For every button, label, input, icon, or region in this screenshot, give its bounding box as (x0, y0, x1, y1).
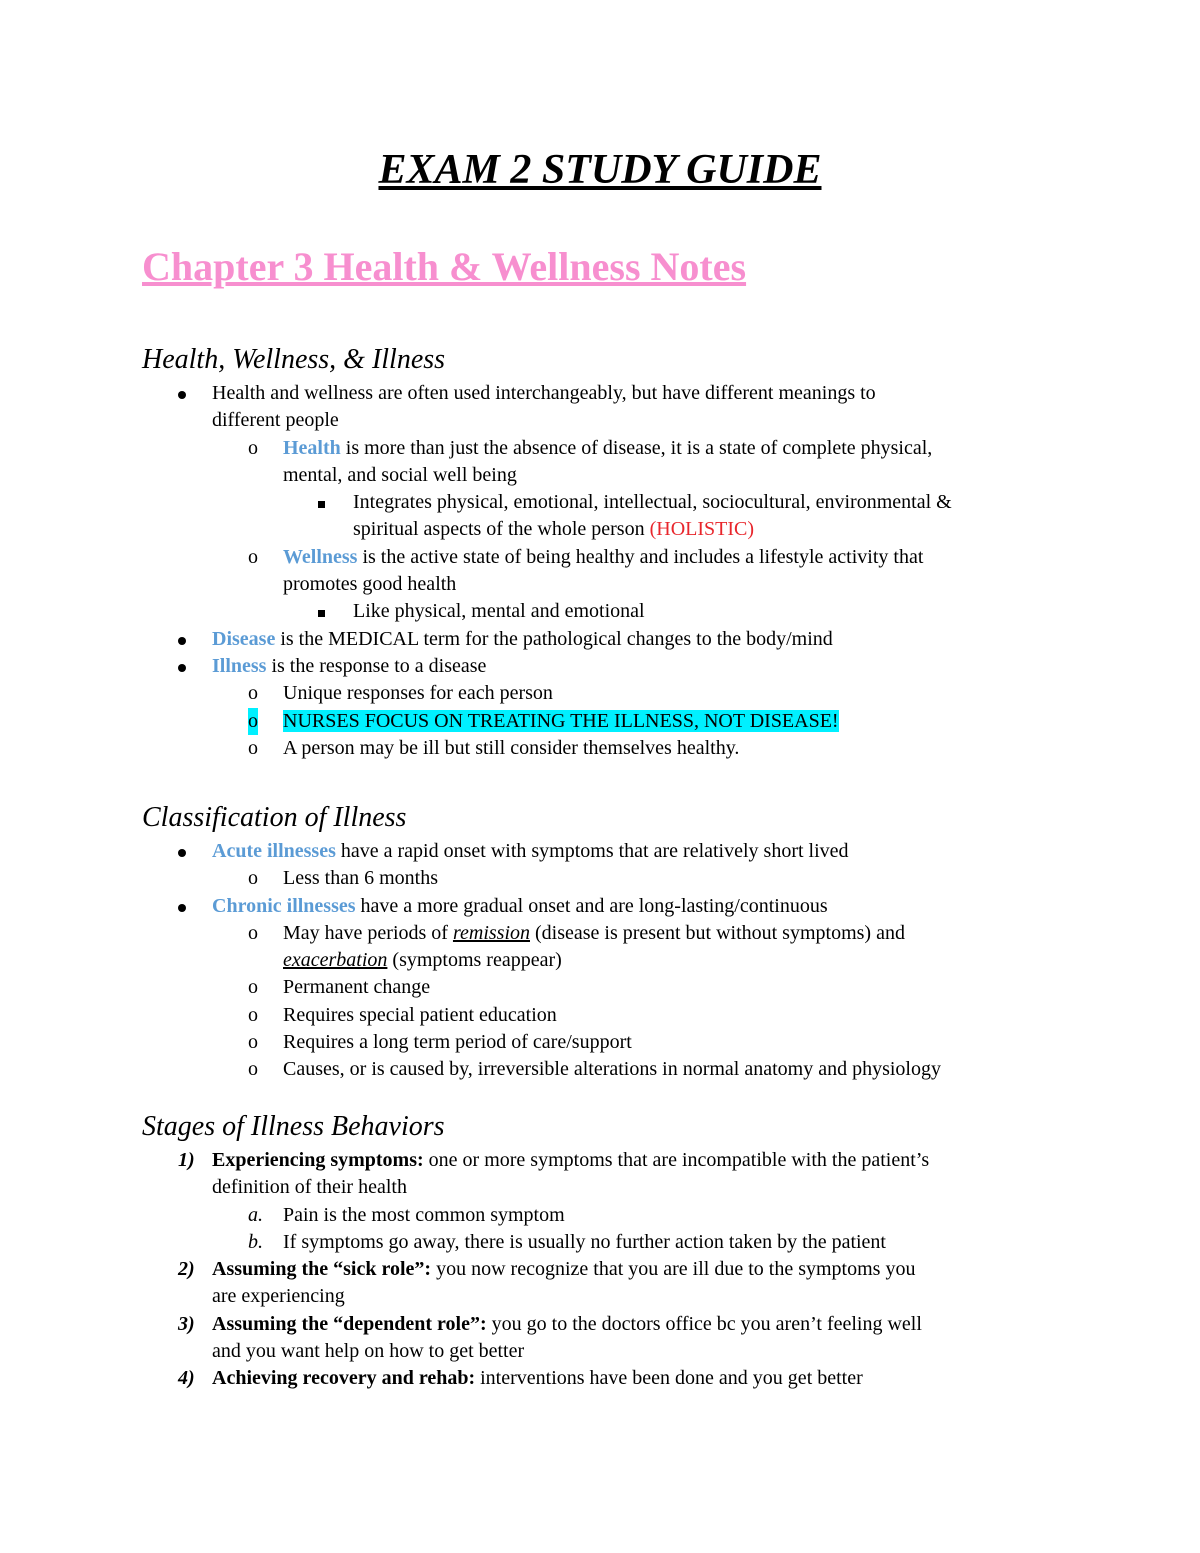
section-heading: Classification of Illness (142, 802, 407, 833)
term-acute: Acute illnesses (212, 840, 336, 862)
circle-bullet-icon: o (248, 736, 258, 759)
list-item-continuation: and you want help on how to get better (212, 1340, 525, 1363)
term-wellness: Wellness (283, 545, 358, 568)
section-classification-of-illness (142, 800, 1082, 1084)
list-item: 2) Assuming the “sick role”: you now recognize that you are ill due to the symptoms you (142, 1256, 1082, 1283)
list-item: o May have periods of remission (disease is present but without symptoms) and (142, 920, 1082, 947)
list-item: 1) Experiencing symptoms: one or more symptoms that are incompatible with the patient’s (142, 1147, 1082, 1174)
term-health: Health (283, 436, 341, 459)
list-item: Integrates physical, emotional, intellectual, sociocultural, environmental & (142, 489, 1082, 516)
list-item: o Permanent change (142, 974, 1082, 1001)
list-number: 1) (178, 1149, 195, 1171)
list-item: o Causes, or is caused by, irreversible alterations in normal anatomy and physiology (142, 1056, 1082, 1083)
list-item: Disease is the MEDICAL term for the pathological changes to the body/mind (142, 626, 1082, 653)
list-item: o Wellness is the active state of being healthy and includes a lifestyle activity that (142, 544, 1082, 571)
highlighted-text: NURSES FOCUS ON TREATING THE ILLNESS, NOT DISEASE! (283, 709, 839, 732)
list-item: o A person may be ill but still consider themselves healthy. (142, 735, 1082, 762)
list-item: a. Pain is the most common symptom (142, 1202, 1082, 1229)
chapter-heading: Chapter 3 Health & Wellness Notes (142, 244, 747, 289)
section-heading: Health, Wellness, & Illness (142, 344, 446, 375)
circle-bullet-icon: o (248, 545, 258, 568)
list-letter: a. (248, 1203, 263, 1226)
list-item: Acute illnesses have a rapid onset with symptoms that are relatively short lived (142, 838, 1082, 865)
circle-bullet-icon: o (248, 1003, 258, 1026)
circle-bullet-icon: o (248, 1031, 258, 1054)
holistic-label: (HOLISTIC) (649, 518, 755, 541)
square-bullet-icon (318, 501, 325, 508)
section-health-wellness-illness (142, 342, 1082, 762)
circle-bullet-icon: o (248, 976, 258, 999)
circle-bullet-icon: o (248, 867, 258, 890)
square-bullet-icon (318, 610, 325, 617)
list-item-continuation: are experiencing (212, 1285, 345, 1308)
list-number: 4) (178, 1367, 195, 1390)
list-item: Chronic illnesses have a more gradual onset and are long-lasting/continuous (142, 893, 1082, 920)
circle-bullet-icon: o (248, 708, 258, 735)
list-item: o Less than 6 months (142, 865, 1082, 892)
bullet-icon (178, 637, 186, 645)
list-item-continuation: definition of their health (212, 1176, 407, 1199)
list-item: o Requires a long term period of care/support (142, 1029, 1082, 1056)
list-item: Health and wellness are often used interchangeably, but have different meanings to (142, 380, 1082, 407)
term-illness: Illness (212, 654, 267, 677)
list-number: 3) (178, 1312, 195, 1335)
document-title: EXAM 2 STUDY GUIDE (378, 147, 822, 193)
term-chronic: Chronic illnesses (212, 894, 356, 917)
term-exacerbation: exacerbation (283, 949, 388, 972)
list-item-continuation: promotes good health (283, 573, 457, 596)
list-item-highlighted (142, 708, 1082, 735)
list-item-continuation: exacerbation (symptoms reappear) (283, 949, 562, 972)
list-item-continuation: spiritual aspects of the whole person (HOLISTIC) (353, 518, 755, 541)
list-number: 2) (178, 1258, 195, 1281)
list-item: 4) Achieving recovery and rehab: interventions have been done and you get better (142, 1365, 1082, 1392)
circle-bullet-icon: o (248, 1058, 258, 1081)
bullet-icon (178, 904, 186, 912)
list-item: o Health is more than just the absence of disease, it is a state of complete physical, (142, 435, 1082, 462)
list-item: 3) Assuming the “dependent role”: you go to the doctors office bc you aren’t feeling well (142, 1311, 1082, 1338)
section-stages-of-illness-behaviors (142, 1109, 1082, 1393)
list-item-continuation: different people (212, 409, 339, 432)
list-item: o Requires special patient education (142, 1002, 1082, 1029)
list-item: o Unique responses for each person (142, 680, 1082, 707)
list-item-continuation: mental, and social well being (283, 463, 517, 486)
list-letter: b. (248, 1230, 263, 1253)
term-remission: remission (452, 921, 530, 944)
bullet-icon (178, 849, 186, 857)
circle-bullet-icon: o (248, 436, 258, 459)
list-item: Illness is the response to a disease (142, 653, 1082, 680)
circle-bullet-icon: o (248, 921, 258, 944)
section-heading: Stages of Illness Behaviors (142, 1111, 445, 1142)
list-item: b. If symptoms go away, there is usually no further action taken by the patient (142, 1229, 1082, 1256)
list-item: Like physical, mental and emotional (142, 598, 1082, 625)
circle-bullet-icon: o (248, 682, 258, 705)
bullet-icon (178, 391, 186, 399)
bullet-icon (178, 664, 186, 672)
term-disease: Disease (212, 627, 276, 650)
